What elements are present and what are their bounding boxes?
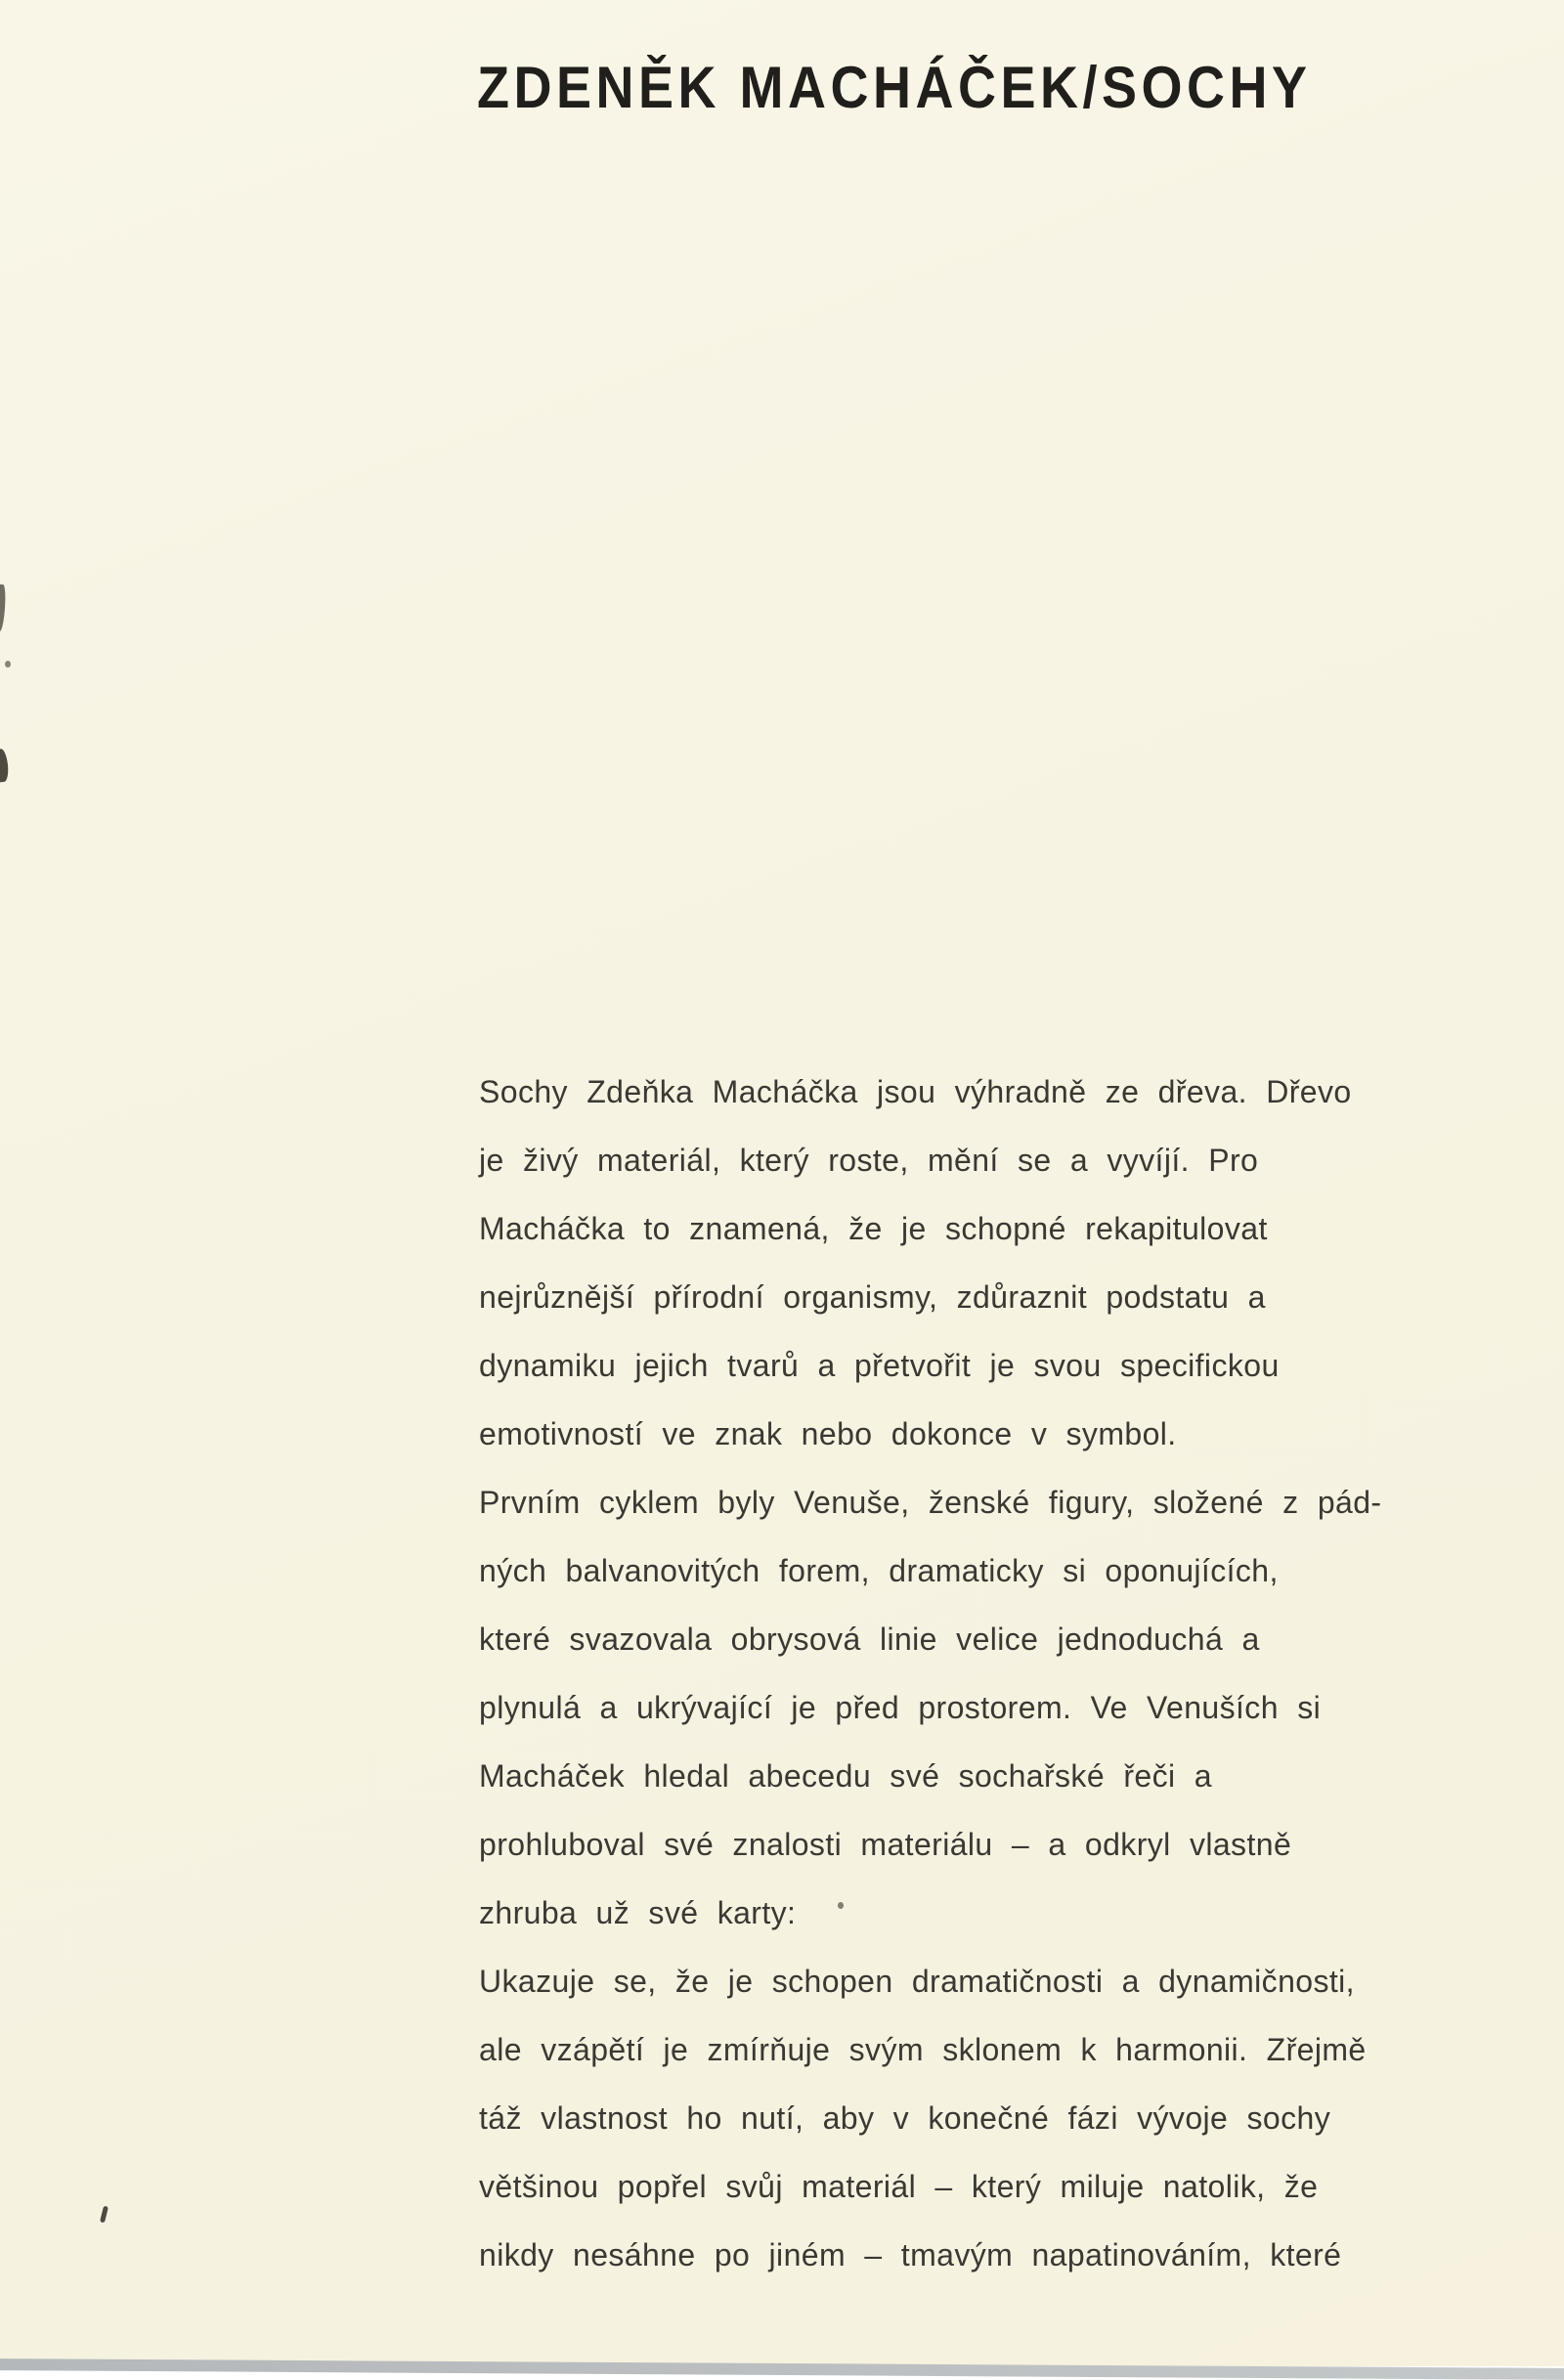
text-line: plynulá a ukrývající je před prostorem. Ve Venuších si <box>479 1690 1322 1725</box>
text-line: ale vzápětí je zmírňuje svým sklonem k harmonii. Zřejmě <box>479 2032 1367 2067</box>
text-line: Ukazuje se, že je schopen dramatičnosti a dynamičnosti, <box>479 1964 1355 1999</box>
scan-smudge-left-mid <box>0 749 10 783</box>
page-title: ZDENĚK MACHÁČEK/SOCHY <box>477 55 1312 120</box>
body-text <box>479 1058 1476 2289</box>
text-line: dynamiku jejich tvarů a přetvořit je svou specifickou <box>479 1348 1280 1383</box>
text-line: prohluboval své znalosti materiálu – a odkryl vlastně <box>479 1827 1292 1862</box>
text-line: ných balvanovitých forem, dramaticky si oponujících, <box>479 1553 1279 1588</box>
scan-smudge-left-top <box>0 584 7 631</box>
scanner-edge-band <box>0 2358 1564 2380</box>
text-line: zhruba už své karty: <box>479 1895 797 1930</box>
text-line: Sochy Zdeňka Macháčka jsou výhradně ze dřeva. Dřevo <box>479 1074 1352 1109</box>
text-line: je živý materiál, který roste, mění se a vyvíjí. Pro <box>479 1143 1259 1178</box>
text-line: Prvním cyklem byly Venuše, ženské figury, složené z pád- <box>479 1485 1382 1520</box>
text-line: emotivností ve znak nebo dokonce v symbol. <box>479 1416 1177 1451</box>
text-line: které svazovala obrysová linie velice jednoduchá a <box>479 1622 1260 1657</box>
text-line: táž vlastnost ho nutí, aby v konečné fázi vývoje sochy <box>479 2100 1331 2136</box>
text-line: Macháček hledal abecedu své sochařské řeči a <box>479 1758 1212 1794</box>
text-line: nikdy nesáhne po jiném – tmavým napatinováním, které <box>479 2237 1342 2272</box>
text-line: Macháčka to znamená, že je schopné rekapitulovat <box>479 1211 1268 1246</box>
ink-speck-after-colon <box>838 1902 844 1909</box>
scan-speck-left <box>5 661 11 668</box>
ink-speck-bottom-left <box>100 2206 109 2224</box>
text-line: nejrůznější přírodní organismy, zdůraznit podstatu a <box>479 1279 1266 1315</box>
text-line: většinou popřel svůj materiál – který miluje natolik, že <box>479 2169 1319 2204</box>
